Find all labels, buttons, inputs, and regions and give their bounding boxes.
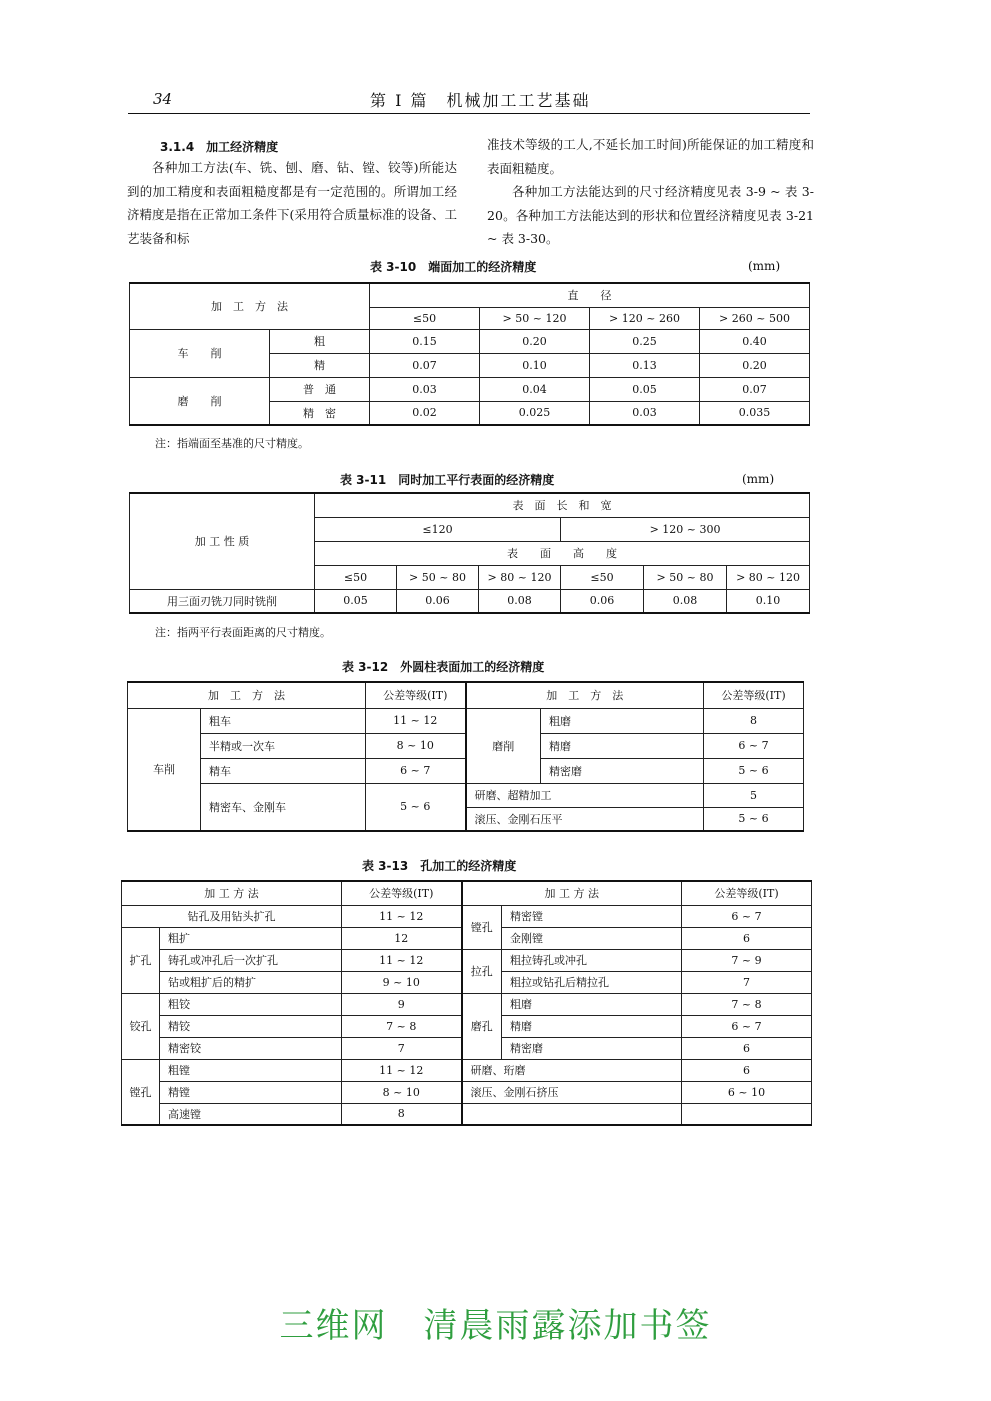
table-cell: 8 — [342, 1103, 462, 1125]
row-group-label: 车削 — [128, 708, 201, 831]
header-cell: > 50 ~ 80 — [397, 565, 479, 589]
header-cell: > 260 ~ 500 — [700, 307, 810, 329]
watermark: 三维网 清晨雨露添加书签 — [279, 1306, 712, 1346]
table-cell: 0.10 — [480, 353, 590, 377]
table-cell: 0.02 — [370, 401, 480, 425]
row-label: 粗磨 — [502, 993, 682, 1015]
row-label: 滚压、金刚石压平 — [466, 807, 704, 831]
right-column-text — [487, 133, 814, 251]
row-group-label: 扩孔 — [122, 927, 160, 993]
table-cell: 6 ~ 7 — [682, 1015, 812, 1037]
empty-cell — [462, 1103, 682, 1125]
table-cell: 0.06 — [397, 589, 479, 613]
table-cell: 11 ~ 12 — [342, 905, 462, 927]
table-cell: 0.40 — [700, 329, 810, 353]
row-label: 精密镗 — [502, 905, 682, 927]
row-label: 粗 — [270, 329, 370, 353]
table-cell: 7 ~ 8 — [342, 1015, 462, 1037]
table-caption: 表 3-11 同时加工平行表面的经济精度 — [340, 473, 555, 487]
table-cell: 0.05 — [590, 377, 700, 401]
section-heading: 3.1.4 加工经济精度 — [160, 140, 279, 154]
header-cell: > 80 ~ 120 — [479, 565, 561, 589]
row-label: 精密磨 — [541, 758, 704, 783]
table-cell: 0.03 — [590, 401, 700, 425]
row-label: 精密磨 — [502, 1037, 682, 1059]
table-cell: 9 — [342, 993, 462, 1015]
table-cell: 7 ~ 8 — [682, 993, 812, 1015]
header-cell: 公差等级(IT) — [682, 881, 812, 905]
row-label: 滚压、金刚石挤压 — [462, 1081, 682, 1103]
table-cell: 6 ~ 10 — [682, 1081, 812, 1103]
table-unit: (mm) — [748, 259, 781, 273]
paragraph: 准技术等级的工人,不延长加工时间)所能保证的加工精度和表面粗糙度。 — [487, 137, 814, 176]
table-unit: (mm) — [742, 472, 775, 486]
running-header: 第 I 篇 机械加工工艺基础 — [370, 91, 591, 110]
table-3-10 — [129, 282, 810, 426]
page-number: 34 — [153, 90, 173, 108]
table-cell: 0.07 — [700, 377, 810, 401]
row-group-label: 镗孔 — [122, 1059, 160, 1125]
table-cell: 8 ~ 10 — [342, 1081, 462, 1103]
table-cell: 6 ~ 7 — [704, 733, 804, 758]
table-cell: 0.04 — [480, 377, 590, 401]
table-cell: 0.06 — [561, 589, 644, 613]
table-note: 注：指端面至基准的尺寸精度。 — [155, 437, 309, 450]
row-label: 精 — [270, 353, 370, 377]
header-cell: > 120 ~ 300 — [561, 517, 810, 541]
header-cell: ≤50 — [370, 307, 480, 329]
header-cell: 表 面 高 度 — [315, 541, 810, 565]
row-label: 粗拉或钻孔后精拉孔 — [502, 971, 682, 993]
table-cell: 11 ~ 12 — [366, 708, 466, 733]
header-cell: > 50 ~ 80 — [644, 565, 727, 589]
row-label: 精密车、金刚车 — [201, 783, 366, 831]
table-cell: 0.08 — [644, 589, 727, 613]
table-cell: 0.10 — [727, 589, 810, 613]
row-label: 钻孔及用钻头扩孔 — [122, 905, 342, 927]
header-cell: 加 工 方 法 — [130, 283, 370, 329]
left-column-text — [127, 156, 457, 250]
paragraph: 各种加工方法能达到的尺寸经济精度见表 3-9 ~ 表 3-20。各种加工方法能达到的形状和位置经济精度见表 3-21 ~ 表 3-30。 — [487, 184, 814, 246]
row-group-label: 拉孔 — [462, 949, 502, 993]
row-group-label: 磨孔 — [462, 993, 502, 1059]
table-cell: 5 ~ 6 — [366, 783, 466, 831]
table-cell: 0.15 — [370, 329, 480, 353]
table-cell: 7 — [682, 971, 812, 993]
table-cell: 12 — [342, 927, 462, 949]
header-cell: ≤50 — [561, 565, 644, 589]
header-cell: 表 面 长 和 宽 — [315, 493, 810, 517]
row-group-label: 镗孔 — [462, 905, 502, 949]
row-label: 粗车 — [201, 708, 366, 733]
table-cell: 9 ~ 10 — [342, 971, 462, 993]
table-cell: 0.035 — [700, 401, 810, 425]
table-cell: 6 — [682, 1037, 812, 1059]
table-3-11 — [129, 492, 810, 614]
row-label: 研磨、珩磨 — [462, 1059, 682, 1081]
row-group-label: 磨削 — [466, 708, 541, 783]
table-cell: 5 — [704, 783, 804, 807]
row-label: 研磨、超精加工 — [466, 783, 704, 807]
row-group-label: 车 削 — [130, 329, 270, 377]
row-label: 精车 — [201, 758, 366, 783]
header-cell: > 120 ~ 260 — [590, 307, 700, 329]
table-cell: 0.08 — [479, 589, 561, 613]
header-cell: 公差等级(IT) — [366, 682, 466, 708]
table-cell: 0.25 — [590, 329, 700, 353]
row-label: 粗扩 — [160, 927, 342, 949]
header-cell: > 80 ~ 120 — [727, 565, 810, 589]
row-label: 精铰 — [160, 1015, 342, 1037]
table-cell: 11 ~ 12 — [342, 949, 462, 971]
row-label: 粗铰 — [160, 993, 342, 1015]
table-cell: 11 ~ 12 — [342, 1059, 462, 1081]
row-label: 粗镗 — [160, 1059, 342, 1081]
row-group-label: 铰孔 — [122, 993, 160, 1059]
header-cell: ≤120 — [315, 517, 561, 541]
row-label: 精磨 — [502, 1015, 682, 1037]
table-3-13 — [121, 880, 812, 1126]
header-cell: 公差等级(IT) — [704, 682, 804, 708]
header-cell: 公差等级(IT) — [342, 881, 462, 905]
header-cell: 加 工 性 质 — [130, 493, 315, 589]
header-cell: 加 工 方 法 — [128, 682, 366, 708]
table-cell: 0.20 — [700, 353, 810, 377]
table-caption: 表 3-12 外圆柱表面加工的经济精度 — [342, 660, 545, 674]
table-cell: 6 — [682, 1059, 812, 1081]
table-cell: 6 — [682, 927, 812, 949]
table-cell: 7 — [342, 1037, 462, 1059]
header-rule — [128, 113, 810, 114]
row-label: 用三面刃铣刀同时铣削 — [130, 589, 315, 613]
table-3-12 — [127, 681, 804, 832]
table-cell: 0.13 — [590, 353, 700, 377]
table-cell: 8 ~ 10 — [366, 733, 466, 758]
header-cell: 加 工 方 法 — [466, 682, 704, 708]
table-cell: 5 ~ 6 — [704, 807, 804, 831]
header-cell: 直 径 — [370, 283, 810, 307]
table-caption: 表 3-10 端面加工的经济精度 — [370, 260, 537, 274]
header-cell: 加 工 方 法 — [122, 881, 342, 905]
row-label: 半精或一次车 — [201, 733, 366, 758]
row-group-label: 磨 削 — [130, 377, 270, 425]
header-cell: > 50 ~ 120 — [480, 307, 590, 329]
row-label: 高速镗 — [160, 1103, 342, 1125]
row-label: 普 通 — [270, 377, 370, 401]
table-cell: 0.07 — [370, 353, 480, 377]
row-label: 金刚镗 — [502, 927, 682, 949]
table-cell: 0.20 — [480, 329, 590, 353]
table-cell: 6 ~ 7 — [682, 905, 812, 927]
row-label: 粗磨 — [541, 708, 704, 733]
paragraph: 各种加工方法(车、铣、刨、磨、钻、镗、铰等)所能达到的加工精度和表面粗糙度都是有一定范围的。所谓加工经济精度是指在正常加工条件下(采用符合质量标准的设备、工艺装备和标 — [127, 160, 457, 246]
table-caption: 表 3-13 孔加工的经济精度 — [362, 859, 517, 873]
header-cell: ≤50 — [315, 565, 397, 589]
row-label: 钻或粗扩后的精扩 — [160, 971, 342, 993]
table-cell: 0.03 — [370, 377, 480, 401]
table-cell: 0.025 — [480, 401, 590, 425]
table-cell: 6 ~ 7 — [366, 758, 466, 783]
table-cell: 0.05 — [315, 589, 397, 613]
table-note: 注：指两平行表面距离的尺寸精度。 — [155, 626, 331, 639]
row-label: 精 密 — [270, 401, 370, 425]
row-label: 精磨 — [541, 733, 704, 758]
row-label: 精镗 — [160, 1081, 342, 1103]
table-cell: 7 ~ 9 — [682, 949, 812, 971]
row-label: 铸孔或冲孔后一次扩孔 — [160, 949, 342, 971]
row-label: 粗拉铸孔或冲孔 — [502, 949, 682, 971]
table-cell: 5 ~ 6 — [704, 758, 804, 783]
empty-cell — [682, 1103, 812, 1125]
table-cell: 8 — [704, 708, 804, 733]
header-cell: 加 工 方 法 — [462, 881, 682, 905]
row-label: 精密铰 — [160, 1037, 342, 1059]
